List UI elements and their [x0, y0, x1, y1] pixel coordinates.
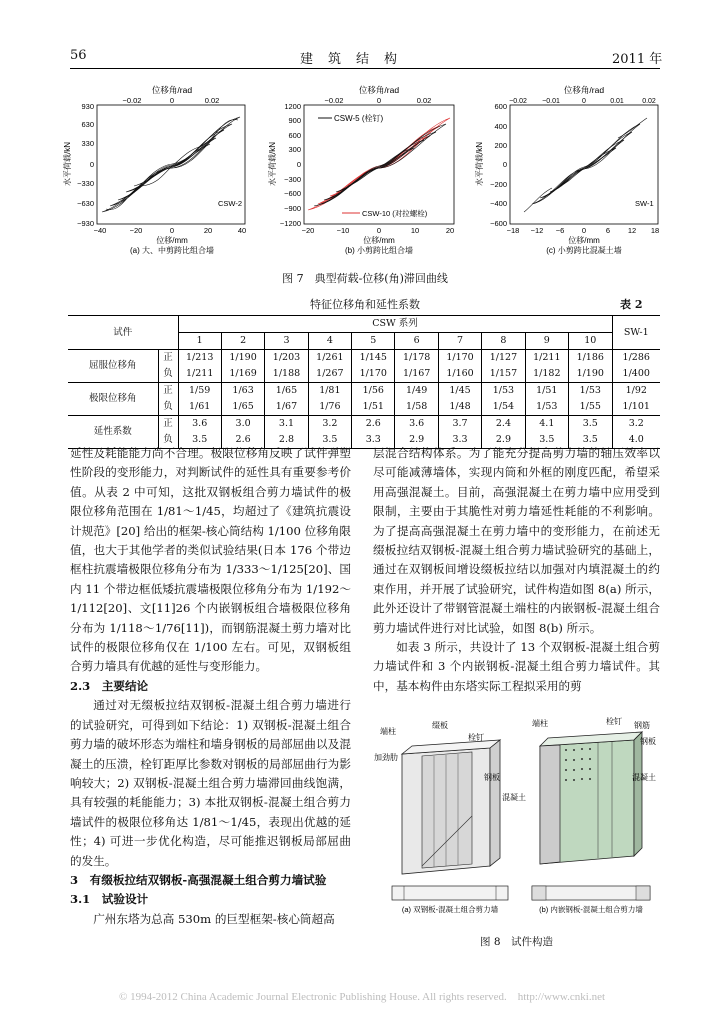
table-cell: 3.3	[438, 432, 481, 449]
table-cell: 2.6	[352, 416, 395, 433]
table-cell: 1/76	[308, 399, 351, 416]
svg-text:40: 40	[237, 226, 247, 235]
table-cell: 1/170	[352, 366, 395, 383]
fig8a-drawing	[374, 720, 526, 914]
table-cell: 1/213	[178, 350, 221, 367]
panel-b-caption: (b) 小剪跨比组合墙	[345, 246, 413, 255]
svg-text:0: 0	[502, 160, 507, 169]
th-num: 5	[352, 333, 395, 350]
panel-a-top-axis-label: 位移角/rad	[151, 85, 193, 95]
section-3-heading: 3 有缀板拉结双钢板-高强混凝土组合剪力墙试验	[70, 872, 327, 887]
row-label: 屈服位移角	[68, 350, 158, 383]
figure7-caption: 图 7 典型荷载-位移(角)滞回曲线	[282, 272, 448, 285]
th-num: 3	[265, 333, 308, 350]
panel-b-x-ticks	[302, 226, 455, 235]
table-cell: 1/49	[395, 383, 438, 400]
table-cell: 1/178	[395, 350, 438, 367]
svg-text:20: 20	[203, 226, 213, 235]
svg-text:−10: −10	[336, 226, 350, 235]
panel-b-y-label: 水平荷载/kN	[268, 142, 277, 186]
panel-c-x-ticks	[507, 226, 660, 235]
left-paragraph-2: 通过对无缀板拉结双钢板-混凝土组合剪力墙进行的试验研究，可得到如下结论：1) 双钢板-混凝土组合剪力墙的破坏形态为端柱和墙身钢板的局部屈曲以及混凝土的压溃，栓钉距厚比参数对钢板的局部屈曲行为影响较大；2) 双钢板-混凝土组合剪力墙滞回曲线饱满，具有较强的耗能能力；3) 本批双钢板-混凝土组合剪力墙试件的极限位移角达 1/81～1/45，表现出优越的延性；4) 可进一步优化构造，尽可能推迟钢板局部屈曲的发生。	[70, 698, 351, 868]
panel-a	[62, 85, 246, 255]
panel-a-y-ticks	[77, 102, 94, 228]
table-cell: 4.0	[612, 432, 660, 449]
table-cell: 1/61	[178, 399, 221, 416]
table-cell: 1/157	[482, 366, 525, 383]
svg-text:900: 900	[288, 116, 301, 125]
panel-b-legend-1: CSW-5 (栓钉)	[334, 114, 384, 123]
table-cell: 2.9	[395, 432, 438, 449]
th-specimen: 试件	[68, 316, 178, 350]
table-cell: 3.2	[612, 416, 660, 433]
svg-text:400: 400	[494, 122, 507, 131]
panel-a-y-label: 水平荷载/kN	[63, 142, 72, 186]
figure8-specimen-drawings	[372, 716, 662, 916]
panel-c-top-axis-label: 位移角/rad	[563, 85, 605, 95]
svg-text:0: 0	[376, 96, 382, 105]
panel-b-y-ticks	[280, 102, 301, 228]
fig8b-label-rebar: 钢筋	[634, 721, 650, 730]
panel-a-x-ticks	[94, 226, 247, 235]
svg-text:−20: −20	[129, 226, 143, 235]
table-cell: 1/127	[482, 350, 525, 367]
page-number: 56	[70, 48, 87, 63]
table-cell: 1/48	[438, 399, 481, 416]
table-cell: 1/59	[178, 383, 221, 400]
table-cell: 4.1	[525, 416, 568, 433]
svg-text:6: 6	[605, 226, 611, 235]
table-cell: 1/92	[612, 383, 660, 400]
right-paragraph-1: 层混合结构体系。为了能充分提高剪力墙的轴压效率以尽可能减薄墙体，实现内筒和外框的刚度匹配，希望采用高强混凝土。目前，高强混凝土在剪力墙中应用受到限制，主要由于其脆性对剪力墙延性耗能的不利影响。为了提高高强混凝土在剪力墙中的变形能力，在前述无缀板拉结双钢板-混凝土组合剪力墙试验研究的基础上，通过在双钢板间增设缀板拉结以加强对内填混凝土的约束作用，并开展了试验研究，试件构造如图 8(a) 所示，此外还设计了带钢管混凝土端柱的内嵌钢板-混凝土组合剪力墙试件进行对比试验，如图 8(b) 所示。	[373, 446, 660, 635]
fig8b-caption: (b) 内嵌钢板-混凝土组合剪力墙	[539, 905, 643, 914]
table-cell: 1/53	[525, 399, 568, 416]
fig8a-label-concrete: 混凝土	[502, 793, 526, 802]
fig8b-label-concrete: 混凝土	[632, 773, 656, 782]
svg-text:930: 930	[81, 102, 94, 111]
panel-c	[474, 85, 659, 255]
th-num: 10	[569, 333, 612, 350]
figure8-caption: 图 8 试件构造	[479, 936, 554, 948]
svg-text:0.02: 0.02	[416, 96, 432, 105]
table-cell: 2.9	[482, 432, 525, 449]
journal-title: 建 筑 结 构	[300, 52, 399, 67]
table-cell: 3.2	[308, 416, 351, 433]
table-cell: 1/45	[438, 383, 481, 400]
th-num: 7	[438, 333, 481, 350]
table-cell: 1/186	[569, 350, 612, 367]
fig8b-label-steel-plate: 钢板	[640, 737, 656, 746]
table-cell: 3.5	[308, 432, 351, 449]
table-cell: 3.5	[178, 432, 221, 449]
svg-text:−930: −930	[77, 219, 94, 228]
svg-text:0: 0	[169, 226, 175, 235]
th-num: 2	[221, 333, 264, 350]
table-cell: 1/51	[525, 383, 568, 400]
table-cell: 1/203	[265, 350, 308, 367]
svg-text:12: 12	[627, 226, 637, 235]
table-cell: 1/170	[438, 350, 481, 367]
row-label: 极限位移角	[68, 383, 158, 416]
table-cell: 1/267	[308, 366, 351, 383]
fig8a-label-steel-plate: 钢板	[484, 773, 500, 782]
th-csw-series: CSW 系列	[178, 316, 612, 333]
svg-text:0.02: 0.02	[204, 96, 220, 105]
table-cell: 1/211	[178, 366, 221, 383]
svg-text:−300: −300	[284, 175, 301, 184]
table-cell: 2.4	[482, 416, 525, 433]
svg-text:630: 630	[81, 120, 94, 129]
panel-a-x-label: 位移/mm	[156, 236, 188, 245]
right-column	[373, 444, 660, 696]
svg-text:600: 600	[494, 102, 507, 111]
table-cell: 1/182	[525, 366, 568, 383]
sign-cell: 正	[158, 383, 178, 400]
panel-a-specimen-label: CSW-2	[218, 199, 243, 208]
copyright-footer: © 1994-2012 China Academic Journal Electronic Publishing House. All rights reserved. http://www.cnki.net	[118, 991, 606, 1003]
panel-b-top-axis-label: 位移角/rad	[358, 85, 400, 95]
svg-text:10: 10	[410, 226, 420, 235]
sign-cell: 负	[158, 432, 178, 449]
fig8b-drawing	[532, 716, 656, 914]
panel-b-x-label: 位移/mm	[363, 236, 395, 245]
fig8b-label-end-column: 端柱	[532, 719, 548, 728]
table-cell: 1/167	[395, 366, 438, 383]
svg-text:−600: −600	[284, 189, 301, 198]
th-num: 1	[178, 333, 221, 350]
table2	[68, 315, 660, 449]
right-paragraph-2: 如表 3 所示，共设计了 13 个双钢板-混凝土组合剪力墙试件和 3 个内嵌钢板-混凝土组合剪力墙试件。其中，基本构件由东塔实际工程拟采用的剪	[373, 640, 660, 693]
svg-text:−1200: −1200	[279, 219, 301, 228]
svg-text:−330: −330	[77, 179, 94, 188]
left-paragraph-1: 延性及耗能能力尚不合理。极限位移角反映了试件弹塑性阶段的变形能力，对判断试件的延性具有重要参考价值。从表 2 中可知，这批双钢板组合剪力墙试件的极限位移角范围在 1/81～1/45，均超过了《建筑抗震设计规范》[20] 给出的框架-核心筒结构 1/100 位移角限值，也大于其他学者的类似试验结果(日本 176 个带边框柱抗震墙极限位移角分布为 1/333～1/125[20]、国内 11 个带边框低矮抗震墙极限位移角分布为 1/192～1/112[20]、文[11]26 个内嵌钢板组合墙极限位移角分布为 1/118～1/76[11])，而钢筋混凝土剪力墙对比试件的极限位移角仅在 1/100 左右。可见，双钢板组合剪力墙具有优越的延性与变形能力。	[70, 446, 351, 674]
svg-text:0: 0	[582, 98, 586, 105]
table-cell: 1/400	[612, 366, 660, 383]
row-label: 延性系数	[68, 416, 158, 449]
table-cell: 1/63	[221, 383, 264, 400]
table-cell: 3.6	[178, 416, 221, 433]
table-cell: 1/55	[569, 399, 612, 416]
svg-text:−400: −400	[490, 199, 507, 208]
table-cell: 1/65	[265, 383, 308, 400]
svg-text:600: 600	[288, 131, 301, 140]
svg-text:18: 18	[650, 226, 660, 235]
table-cell: 1/51	[352, 399, 395, 416]
th-num: 4	[308, 333, 351, 350]
panel-a-top-ticks	[123, 96, 220, 105]
panel-a-loops	[102, 117, 243, 212]
table-cell: 1/101	[612, 399, 660, 416]
panel-c-y-label: 水平荷载/kN	[475, 142, 484, 186]
table-cell: 1/188	[265, 366, 308, 383]
svg-text:−0.01: −0.01	[542, 98, 560, 105]
svg-text:−0.02: −0.02	[324, 96, 344, 105]
fig8b-label-stud: 栓钉	[606, 717, 622, 726]
table2-title: 特征位移角和延性系数	[310, 298, 420, 311]
table-cell: 3.0	[221, 416, 264, 433]
svg-text:−630: −630	[77, 199, 94, 208]
sign-cell: 正	[158, 416, 178, 433]
sign-cell: 负	[158, 366, 178, 383]
svg-text:−18: −18	[506, 226, 520, 235]
table-cell: 1/54	[482, 399, 525, 416]
sign-cell: 负	[158, 399, 178, 416]
th-num: 6	[395, 333, 438, 350]
table-cell: 1/67	[265, 399, 308, 416]
svg-text:−0.02: −0.02	[122, 96, 142, 105]
table-cell: 3.1	[265, 416, 308, 433]
svg-text:−40: −40	[93, 226, 107, 235]
svg-text:−900: −900	[284, 204, 301, 213]
fig8a-label-stud: 栓钉	[468, 733, 484, 742]
table-cell: 1/190	[569, 366, 612, 383]
table-cell: 2.8	[265, 432, 308, 449]
th-num: 8	[482, 333, 525, 350]
table-cell: 3.7	[438, 416, 481, 433]
svg-text:−0.02: −0.02	[509, 98, 527, 105]
table-cell: 1/65	[221, 399, 264, 416]
svg-text:330: 330	[81, 139, 94, 148]
svg-text:1200: 1200	[284, 102, 301, 111]
th-num: 9	[525, 333, 568, 350]
panel-c-specimen-label: SW-1	[635, 199, 654, 208]
th-sw1: SW-1	[612, 316, 660, 350]
panel-c-loops	[524, 118, 647, 212]
svg-text:0.02: 0.02	[642, 98, 656, 105]
panel-c-caption: (c) 小剪跨比混凝土墙	[546, 246, 622, 255]
table-cell: 1/81	[308, 383, 351, 400]
table2-label: 表 2	[620, 298, 643, 311]
table-cell: 1/211	[525, 350, 568, 367]
svg-text:0: 0	[169, 96, 175, 105]
svg-text:−6: −6	[555, 226, 565, 235]
table-cell: 1/56	[352, 383, 395, 400]
table-cell: 1/53	[569, 383, 612, 400]
svg-text:20: 20	[445, 226, 455, 235]
panel-c-top-ticks	[509, 98, 656, 105]
svg-text:−200: −200	[490, 180, 507, 189]
svg-text:0: 0	[376, 226, 382, 235]
svg-text:0: 0	[89, 160, 94, 169]
figure7-hysteresis-curves	[62, 82, 662, 282]
table-cell: 1/145	[352, 350, 395, 367]
table-cell: 1/286	[612, 350, 660, 367]
table-cell: 3.5	[525, 432, 568, 449]
svg-text:0: 0	[581, 226, 587, 235]
sign-cell: 正	[158, 350, 178, 367]
svg-text:0: 0	[296, 160, 301, 169]
table-cell: 3.3	[352, 432, 395, 449]
section-3-1-heading: 3.1 试验设计	[70, 892, 149, 907]
svg-text:0.01: 0.01	[610, 98, 624, 105]
panel-b-legend-2: CSW-10 (对拉螺栓)	[362, 209, 428, 218]
left-paragraph-3: 广州东塔为总高 530m 的巨型框架-核心筒超高	[93, 911, 335, 926]
svg-text:−12: −12	[530, 226, 544, 235]
table-cell: 1/190	[221, 350, 264, 367]
panel-b-top-ticks	[325, 96, 432, 105]
table-cell: 3.5	[569, 416, 612, 433]
fig8a-label-end-column: 端柱	[380, 727, 396, 736]
fig8a-caption: (a) 双钢板-混凝土组合剪力墙	[401, 905, 499, 914]
panel-b	[267, 85, 454, 255]
fig8a-label-stiffener: 加劲肋	[374, 753, 398, 762]
year: 2011 年	[612, 52, 663, 67]
table-cell: 2.6	[221, 432, 264, 449]
section-2-3-heading: 2.3 主要结论	[70, 678, 149, 693]
header-rule	[70, 68, 660, 69]
panel-c-x-label: 位移/mm	[568, 236, 600, 245]
table-cell: 3.6	[395, 416, 438, 433]
panel-c-y-ticks	[490, 102, 507, 228]
fig8a-label-batten: 缀板	[432, 721, 448, 730]
table-cell: 1/160	[438, 366, 481, 383]
svg-text:−20: −20	[301, 226, 315, 235]
svg-text:200: 200	[494, 141, 507, 150]
svg-text:−600: −600	[490, 219, 507, 228]
table-cell: 1/261	[308, 350, 351, 367]
table-cell: 1/58	[395, 399, 438, 416]
panel-a-caption: (a) 大、中剪跨比组合墙	[130, 246, 214, 255]
left-column	[70, 444, 351, 929]
table-cell: 1/53	[482, 383, 525, 400]
table-cell: 1/169	[221, 366, 264, 383]
svg-text:300: 300	[288, 145, 301, 154]
table-cell: 3.5	[569, 432, 612, 449]
